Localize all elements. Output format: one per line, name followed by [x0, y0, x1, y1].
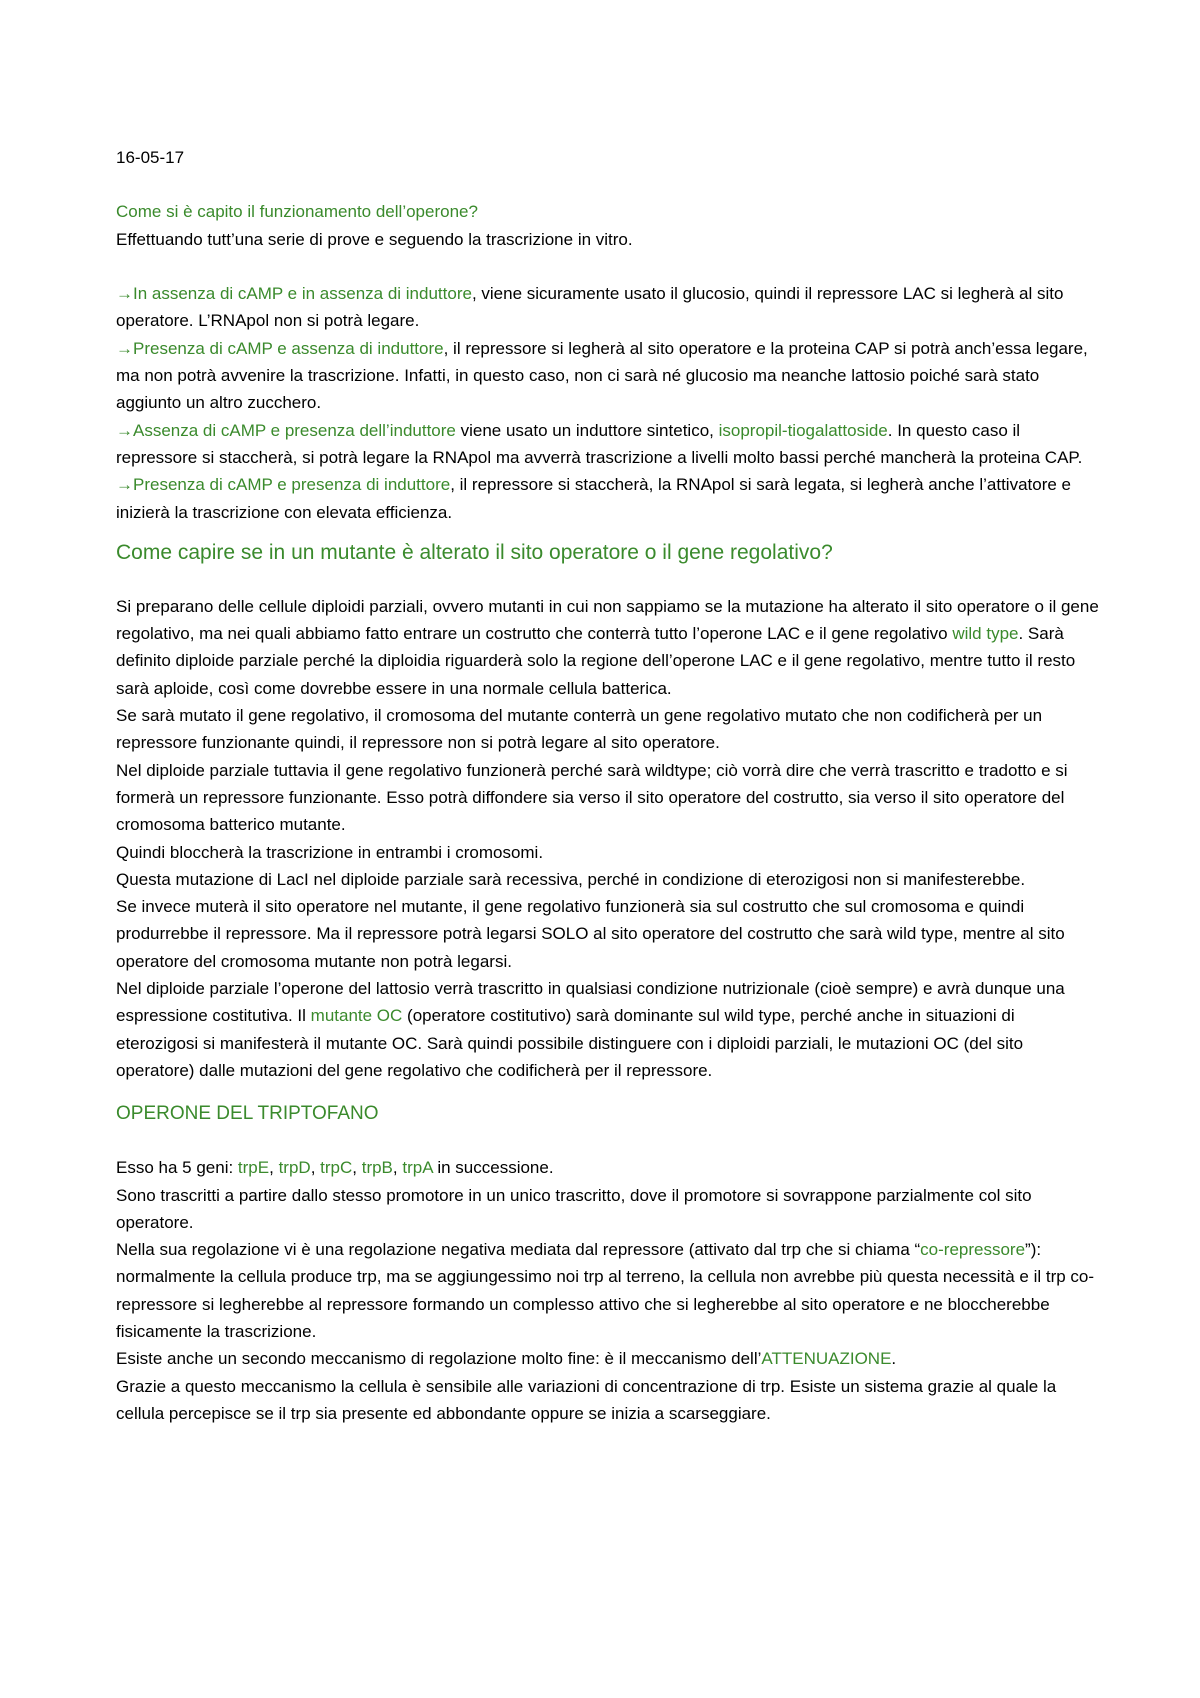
document-page — [116, 144, 1101, 1427]
case-highlight: Assenza di cAMP e presenza dell’induttore — [133, 420, 456, 440]
intro-question: Come si è capito il funzionamento dell’operone? — [116, 202, 478, 222]
gene-separator: , — [269, 1158, 279, 1178]
paragraph-text: . — [891, 1349, 897, 1369]
paragraph: Grazie a questo meccanismo la cellula è sensibile alle variazioni di concentrazione di trp. Esiste un sistema grazie al quale la cellula percepisce se il trp sia presente ed abbondante oppure se inizia a scarseggiare. — [116, 1376, 1057, 1423]
highlight-term: ATTENUAZIONE — [761, 1349, 892, 1369]
arrow-icon: → — [116, 338, 133, 358]
gene-trpB: trpB — [361, 1158, 393, 1178]
paragraph: Sono trascritti a partire dallo stesso promotore in un unico trascritto, dove il promotore si sovrappone parzialmente col sito operatore. — [116, 1185, 1032, 1232]
gene-separator: , — [310, 1158, 321, 1178]
spacer — [116, 253, 1101, 280]
paragraph — [116, 1345, 1101, 1372]
paragraph-text: (operatore costitutivo) sarà dominante sul wild type, perché anche in situazioni di eterozigosi si manifesterà il mutante OC. Sarà quindi possibile distinguere con i diploidi parziali, le mutazioni OC (del sito operatore) dalle mutazioni del gene regolativo che codificherà per il repressore. — [116, 1006, 1024, 1080]
genes-line — [116, 1154, 1101, 1181]
paragraph: Se sarà mutato il gene regolativo, il cromosoma del mutante conterrà un gene regolativo mutato che non codificherà per un repressore funzionante quindi, il repressore non si potrà legare al sito operatore. — [116, 706, 1043, 753]
gene-trpC: trpC — [320, 1158, 353, 1178]
gene-separator: , — [392, 1158, 403, 1178]
paragraph-text: . Sarà definito diploide parziale perché la diploidia riguarderà solo la regione dell’operone LAC e il gene regolativo, mentre tutto il resto sarà aploide, così come dovrebbe essere in una normale cellula batterica. — [116, 624, 1076, 698]
paragraph — [116, 975, 1101, 1084]
arrow-icon: → — [116, 284, 133, 304]
case-highlight: In assenza di cAMP e in assenza di induttore — [133, 284, 472, 304]
arrow-icon: → — [116, 475, 133, 495]
paragraph-text: Si preparano delle cellule diploidi parziali, ovvero mutanti in cui non sappiamo se la mutazione ha alterato il sito operatore o il gene regolativo, ma nei quali abbiamo fatto entrare un costrutto che conterrà tutto l’operone LAC e il gene regolativo — [116, 596, 1099, 644]
section-heading-triptofano: OPERONE DEL TRIPTOFANO — [116, 1103, 379, 1125]
case-highlight-term: isopropil-tiogalattoside — [718, 420, 888, 440]
case-highlight: Presenza di cAMP e presenza di induttore — [133, 475, 451, 495]
gene-separator: , — [352, 1158, 362, 1178]
case-highlight: Presenza di cAMP e assenza di induttore — [133, 338, 444, 358]
case-paragraph-1 — [116, 280, 1101, 335]
case-paragraph-2 — [116, 335, 1101, 417]
case-paragraph-4 — [116, 471, 1101, 526]
paragraph — [116, 593, 1101, 702]
case-text: , il repressore si legherà al sito operatore e la proteina CAP si potrà anch’essa legare, ma non potrà avvenire la trascrizione. Infatti, in questo caso, non ci sarà né glucosio ma neanche lattosio poiché sarà stato aggiunto un altro zucchero. — [116, 338, 1088, 413]
intro-answer: Effettuando tutt’una serie di prove e seguendo la trascrizione in vitro. — [116, 229, 633, 249]
gene-trpD: trpD — [278, 1158, 311, 1178]
section-heading-mutante: Come capire se in un mutante è alterato il sito operatore o il gene regolativo? — [116, 540, 833, 564]
paragraph-text: ”): normalmente la cellula produce trp, ma se aggiungessimo noi trp al terreno, la cellula non avrebbe più questa necessità e il trp co-repressore si legherebbe al repressore formando un complesso attivo che si legherebbe al sito operatore e ne bloccherebbe fisicamente la trascrizione. — [116, 1240, 1095, 1341]
highlight-term: wild type — [952, 624, 1019, 644]
case-text: , il repressore si staccherà, la RNApol si sarà legata, si legherà anche l’attivatore e inizierà la trascrizione con elevata efficienza. — [116, 475, 1072, 522]
paragraph: Nel diploide parziale tuttavia il gene regolativo funzionerà perché sarà wildtype; ciò vorrà dire che verrà trascritto e tradotto e si formerà un repressore funzionante. Esso potrà diffondere sia verso il sito operatore del costrutto, sia verso il sito operatore del cromosoma batterico mutante. — [116, 760, 1068, 835]
paragraph-text: Esiste anche un secondo meccanismo di regolazione molto fine: è il meccanismo dell’ — [116, 1349, 762, 1369]
gene-trpA: trpA — [402, 1158, 433, 1178]
genes-suffix: in successione. — [432, 1158, 554, 1178]
case-text: , viene sicuramente usato il glucosio, quindi il repressore LAC si legherà al sito operatore. L’RNApol non si potrà legare. — [116, 284, 1064, 331]
highlight-term: mutante OC — [310, 1006, 403, 1026]
paragraph-text: Nel diploide parziale l’operone del lattosio verrà trascritto in qualsiasi condizione nutrizionale (cioè sempre) e avrà dunque una espressione costitutiva. Il — [116, 979, 1065, 1026]
paragraph: Quindi bloccherà la trascrizione in entrambi i cromosomi. — [116, 842, 544, 862]
case-text: . In questo caso il repressore si staccherà, si potrà legare la RNApol ma avverrà trascrizione a livelli molto bassi perché mancherà la proteina CAP. — [116, 420, 1083, 467]
gene-trpE: trpE — [237, 1158, 270, 1178]
date-line: 16-05-17 — [116, 148, 185, 167]
case-paragraph-3 — [116, 417, 1101, 472]
paragraph: Se invece muterà il sito operatore nel mutante, il gene regolativo funzionerà sia sul costrutto che sul cromosoma e quindi produrrebbe il repressore. Ma il repressore potrà legarsi SOLO al sito operatore del costrutto che sarà wild type, mentre al sito operatore del cromosoma mutante non potrà legarsi. — [116, 897, 1065, 971]
arrow-icon: → — [116, 420, 133, 440]
highlight-term: co-repressore — [920, 1240, 1026, 1260]
paragraph — [116, 1236, 1101, 1345]
paragraph: Questa mutazione di LacI nel diploide parziale sarà recessiva, perché in condizione di eterozigosi non si manifesterebbe. — [116, 869, 1026, 889]
genes-prefix: Esso ha 5 geni: — [116, 1158, 238, 1178]
case-text: viene usato un induttore sintetico, — [455, 420, 719, 440]
paragraph-text: Nella sua regolazione vi è una regolazione negativa mediata dal repressore (attivato dal trp che si chiama “ — [116, 1240, 921, 1260]
